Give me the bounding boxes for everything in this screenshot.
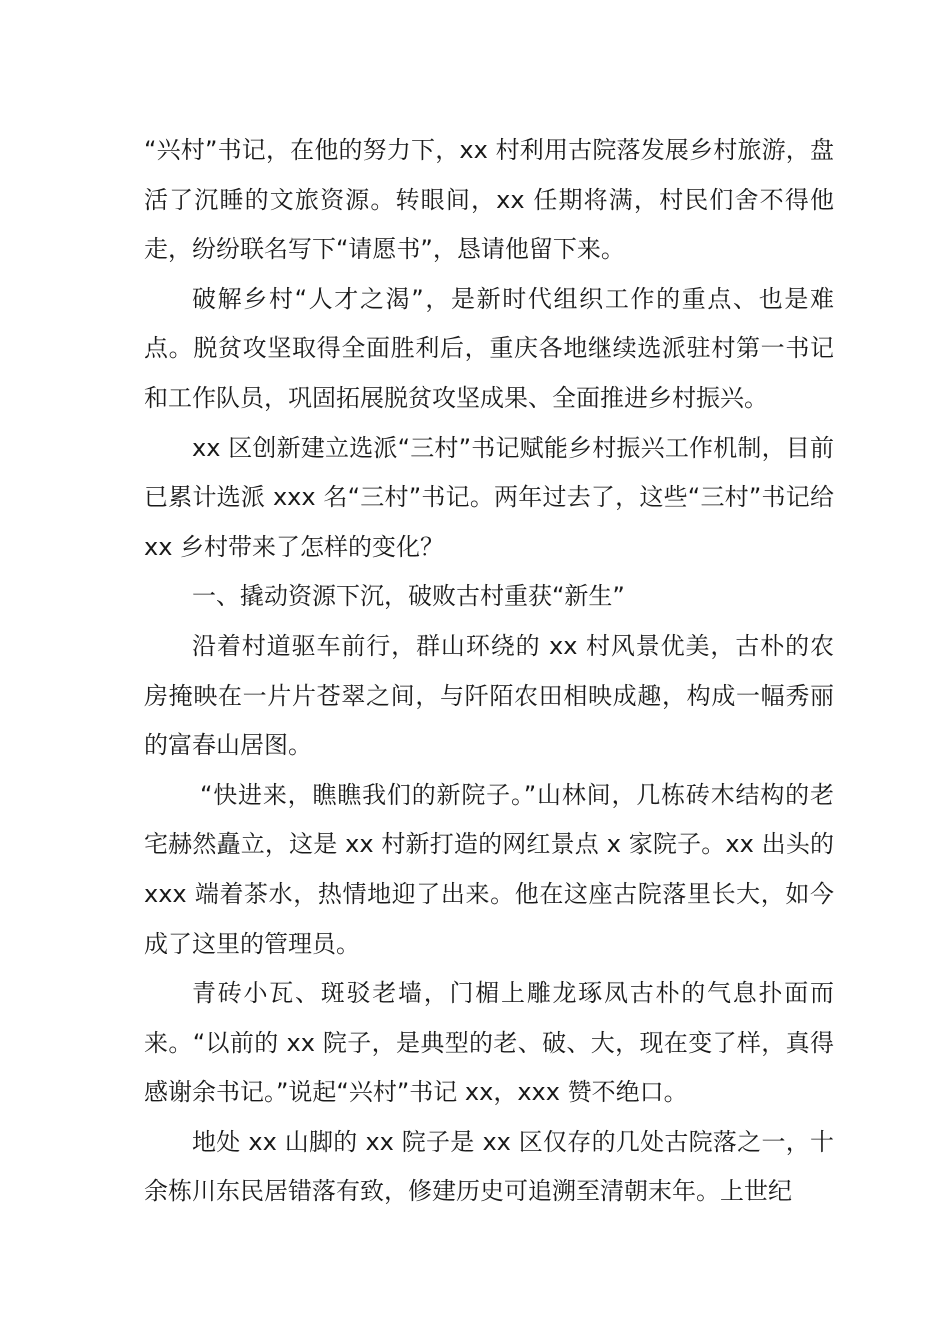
paragraph: 青砖小瓦、斑驳老墙，门楣上雕龙琢凤古朴的气息扑面而来。“以前的 xx 院子，是典型的老、破、大，现在变了样，真得感谢余书记。”说起“兴村”书记 xx，xxx 赞不绝口。 <box>144 979 834 1107</box>
paragraph: xx 区创新建立选派“三村”书记赋能乡村振兴工作机制，目前已累计选派 xxx 名“三村”书记。两年过去了，这些“三村”书记给 xx 乡村带来了怎样的变化？ <box>144 433 834 561</box>
paragraph: 破解乡村“人才之渴”，是新时代组织工作的重点、也是难点。脱贫攻坚取得全面胜利后，重庆各地继续选派驻村第一书记和工作队员，巩固拓展脱贫攻坚成果、全面推进乡村振兴。 <box>144 284 834 412</box>
section-heading: 一、撬动资源下沉，破败古村重获“新生” <box>192 582 625 611</box>
paragraph: 沿着村道驱车前行，群山环绕的 xx 村风景优美，古朴的农房掩映在一片片苍翠之间，与阡陌农田相映成趣，构成一幅秀丽的富春山居图。 <box>144 631 834 760</box>
paragraph: “快进来，瞧瞧我们的新院子。”山林间，几栋砖木结构的老宅赫然矗立，这是 xx 村新打造的网红景点 x 家院子。xx 出头的 xxx 端着茶水，热情地迎了出来。他在这座古院落里长大，如今成了这里的管理员。 <box>144 780 834 958</box>
paragraph: 地处 xx 山脚的 xx 院子是 xx 区仅存的几处古院落之一，十余栋川东民居错落有致，修建历史可追溯至清朝末年。上世纪 <box>144 1127 834 1206</box>
document-body <box>144 126 834 1217</box>
paragraph-continued: “兴村”书记，在他的努力下，xx 村利用古院落发展乡村旅游，盘活了沉睡的文旅资源。转眼间，xx 任期将满，村民们舍不得他走，纷纷联名写下“请愿书”，恳请他留下来。 <box>144 136 834 264</box>
